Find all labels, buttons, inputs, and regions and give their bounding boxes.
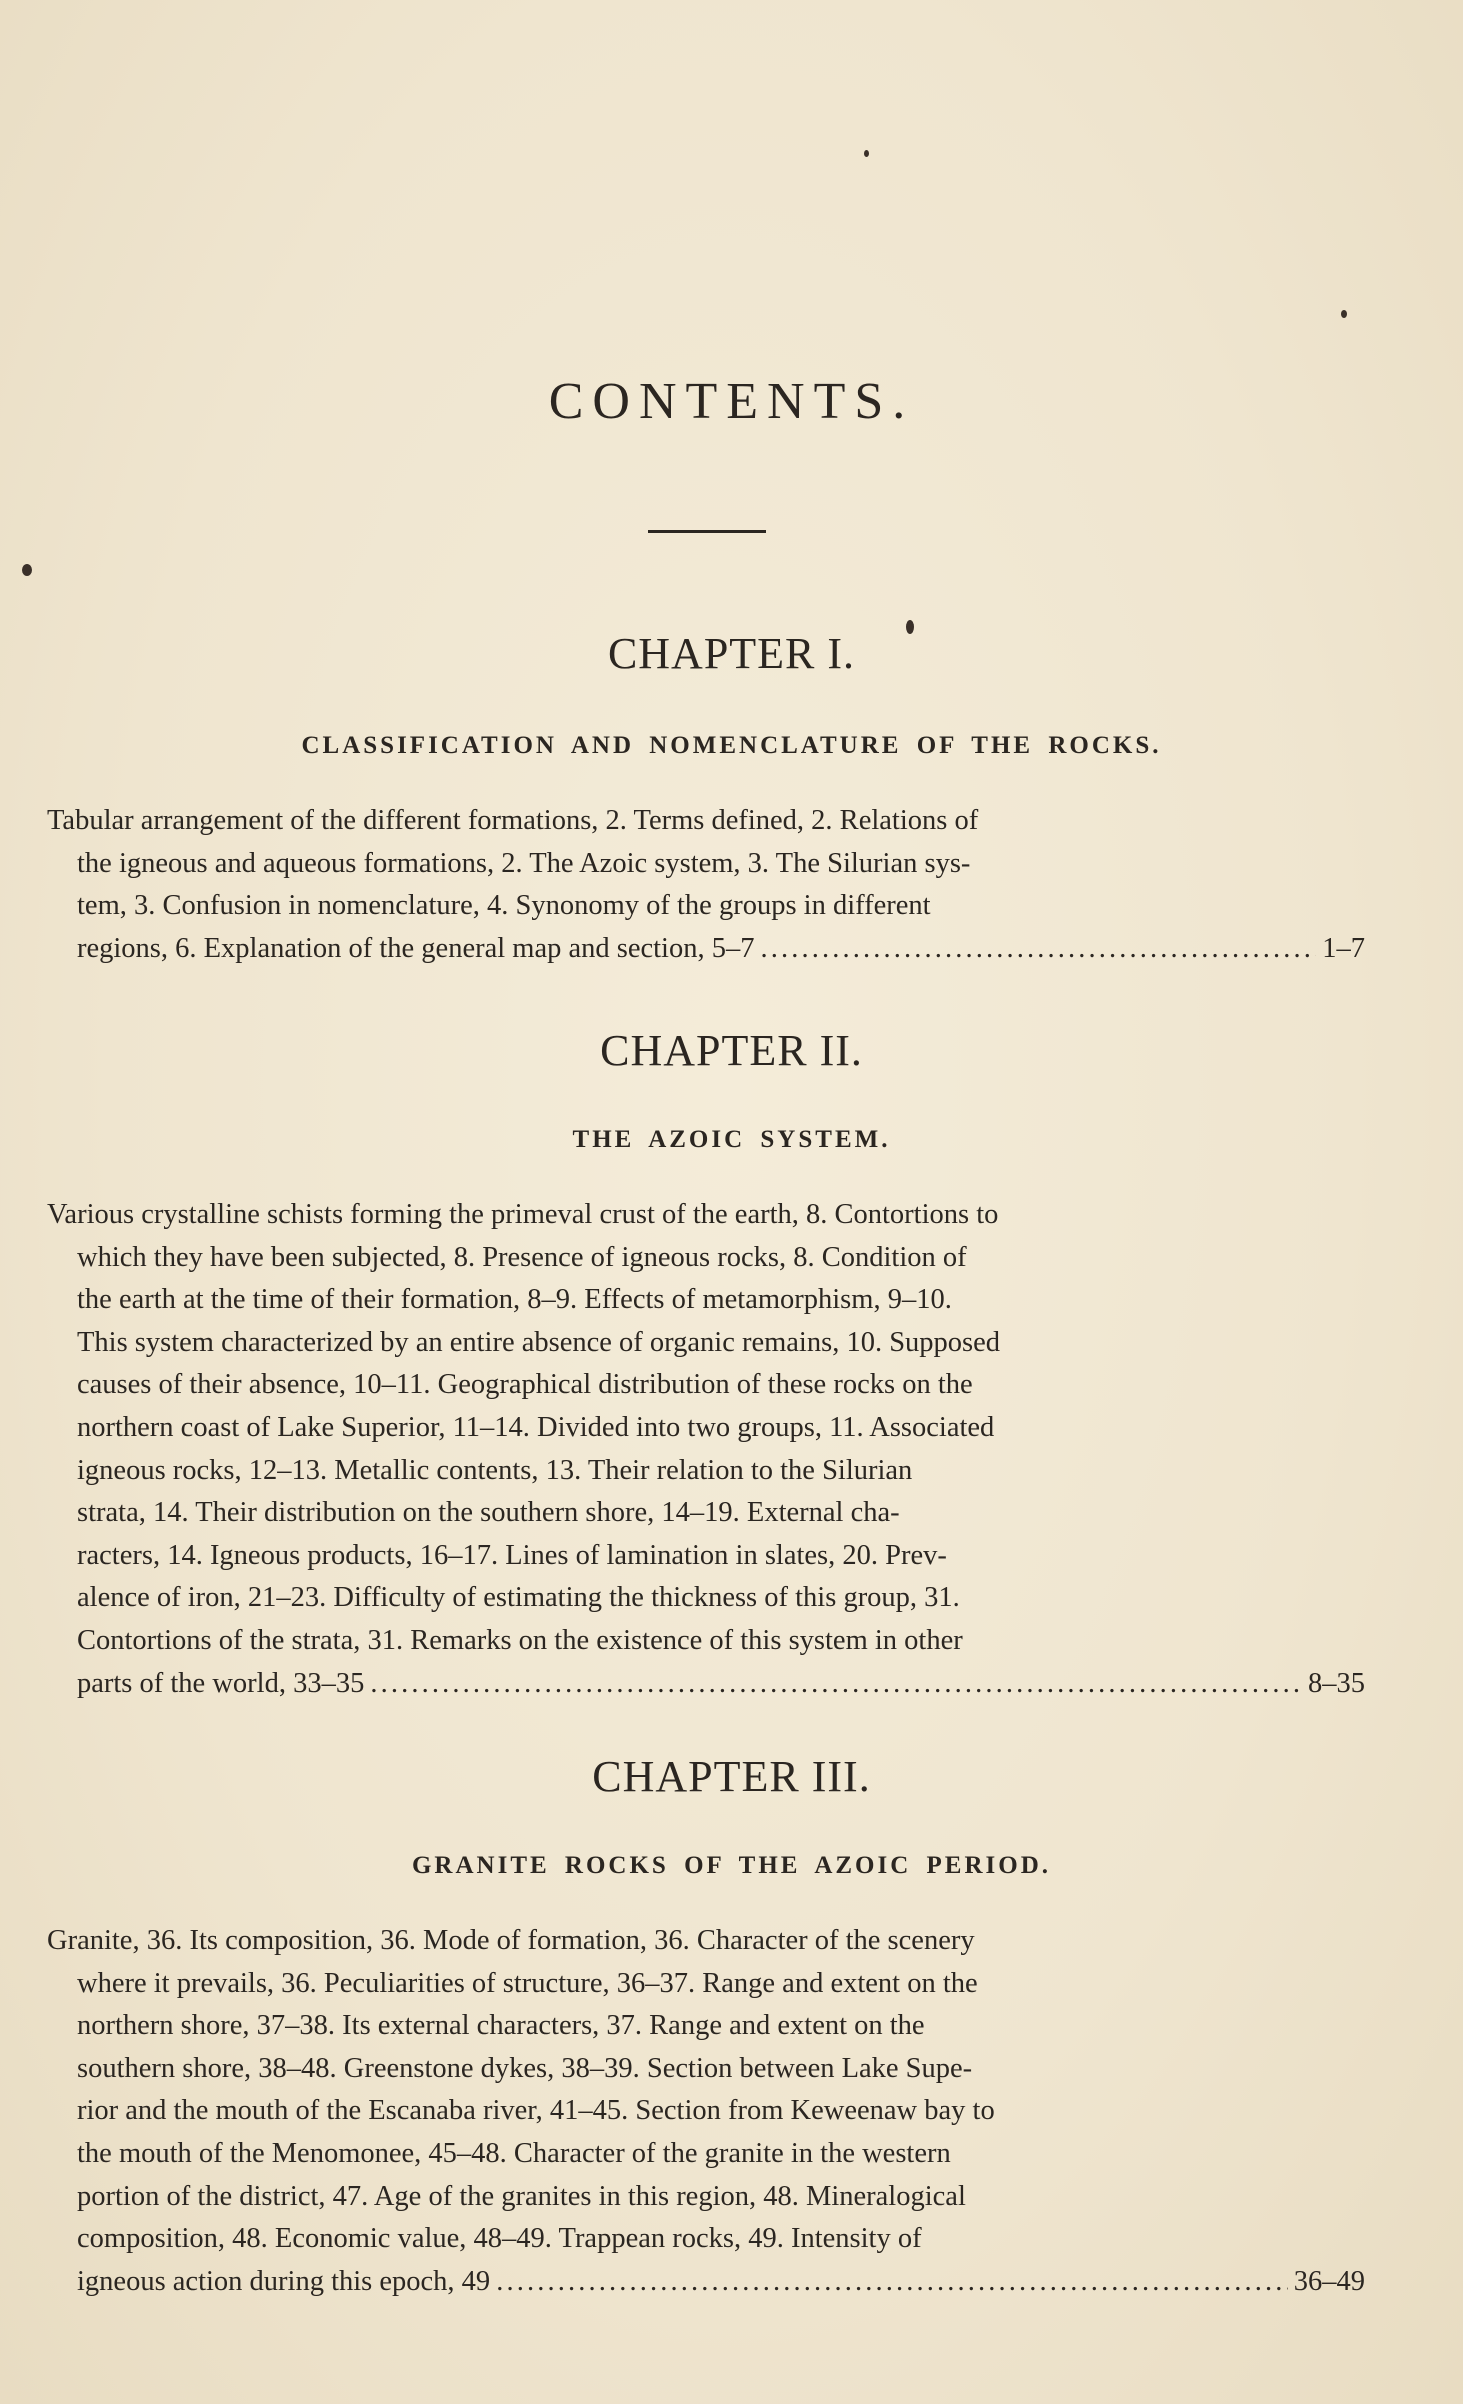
summary-line: the igneous and aqueous formations, 2. The Azoic system, 3. The Silurian sys-	[77, 847, 971, 879]
summary-line: regions, 6. Explanation of the general map and section, 5–7	[77, 932, 755, 964]
summary-line: Contortions of the strata, 31. Remarks on the existence of this system in other	[77, 1624, 963, 1656]
ink-speck	[864, 150, 869, 157]
ink-speck	[906, 620, 914, 634]
summary-line: strata, 14. Their distribution on the southern shore, 14–19. External cha-	[77, 1497, 900, 1529]
summary-line: Tabular arrangement of the different formations, 2. Terms defined, 2. Relations of	[47, 805, 979, 836]
summary-last-line	[47, 2261, 1365, 2304]
chapter-1-summary	[47, 800, 1365, 970]
chapter-1-subtitle: CLASSIFICATION AND NOMENCLATURE OF THE ROCKS.	[301, 732, 1162, 759]
summary-line: the earth at the time of their formation, 8–9. Effects of metamorphism, 9–10.	[77, 1284, 952, 1316]
summary-line: racters, 14. Igneous products, 16–17. Lines of lamination in slates, 20. Prev-	[77, 1539, 947, 1571]
chapter-1-heading: CHAPTER I.	[607, 629, 856, 678]
chapter-2-heading: CHAPTER II.	[600, 1026, 863, 1075]
chapter-2-summary	[47, 1194, 1365, 1705]
chapter-3-subtitle: GRANITE ROCKS OF THE AZOIC PERIOD.	[411, 1852, 1052, 1879]
leader-dots	[760, 928, 1316, 971]
page-range: 8–35	[1308, 1667, 1365, 1699]
summary-last-line	[47, 928, 1365, 971]
summary-line: northern shore, 37–38. Its external characters, 37. Range and extent on the	[77, 2010, 925, 2042]
ink-speck	[1341, 310, 1347, 318]
chapter-3-summary	[47, 1920, 1365, 2303]
title-rule	[648, 530, 766, 533]
summary-line: parts of the world, 33–35	[77, 1667, 365, 1699]
summary-line: alence of iron, 21–23. Difficulty of estimating the thickness of this group, 31.	[77, 1582, 960, 1614]
summary-line: portion of the district, 47. Age of the granites in this region, 48. Mineralogical	[77, 2180, 966, 2212]
summary-line: This system characterized by an entire absence of organic remains, 10. Supposed	[77, 1326, 1001, 1358]
summary-last-line	[47, 1663, 1365, 1706]
summary-line: Various crystalline schists forming the primeval crust of the earth, 8. Contortions to	[47, 1199, 999, 1230]
leader-dots	[370, 1663, 1302, 1706]
summary-line: igneous rocks, 12–13. Metallic contents, 13. Their relation to the Silurian	[77, 1454, 913, 1486]
summary-line: tem, 3. Confusion in nomenclature, 4. Synonomy of the groups in different	[77, 890, 931, 922]
summary-line: southern shore, 38–48. Greenstone dykes, 38–39. Section between Lake Supe-	[77, 2052, 973, 2084]
summary-line: which they have been subjected, 8. Presence of igneous rocks, 8. Condition of	[77, 1241, 967, 1273]
chapter-2-subtitle: THE AZOIC SYSTEM.	[572, 1126, 891, 1153]
summary-line: rior and the mouth of the Escanaba river, 41–45. Section from Keweenaw bay to	[77, 2095, 995, 2127]
summary-line: where it prevails, 36. Peculiarities of structure, 36–37. Range and extent on the	[77, 1967, 978, 1999]
summary-line: Granite, 36. Its composition, 36. Mode of formation, 36. Character of the scenery	[47, 1925, 975, 1956]
chapter-3-heading: CHAPTER III.	[592, 1752, 871, 1801]
page-title: CONTENTS.	[548, 373, 915, 430]
ink-speck	[22, 564, 32, 576]
summary-line: composition, 48. Economic value, 48–49. Trappean rocks, 49. Intensity of	[77, 2223, 922, 2255]
page-range: 1–7	[1322, 932, 1365, 964]
summary-line: the mouth of the Menomonee, 45–48. Character of the granite in the western	[77, 2137, 951, 2169]
page-range: 36–49	[1293, 2265, 1365, 2297]
summary-line: northern coast of Lake Superior, 11–14. Divided into two groups, 11. Associated	[77, 1411, 995, 1443]
summary-line: causes of their absence, 10–11. Geographical distribution of these rocks on the	[77, 1369, 973, 1401]
leader-dots	[496, 2261, 1288, 2304]
summary-line: igneous action during this epoch, 49	[77, 2265, 491, 2297]
